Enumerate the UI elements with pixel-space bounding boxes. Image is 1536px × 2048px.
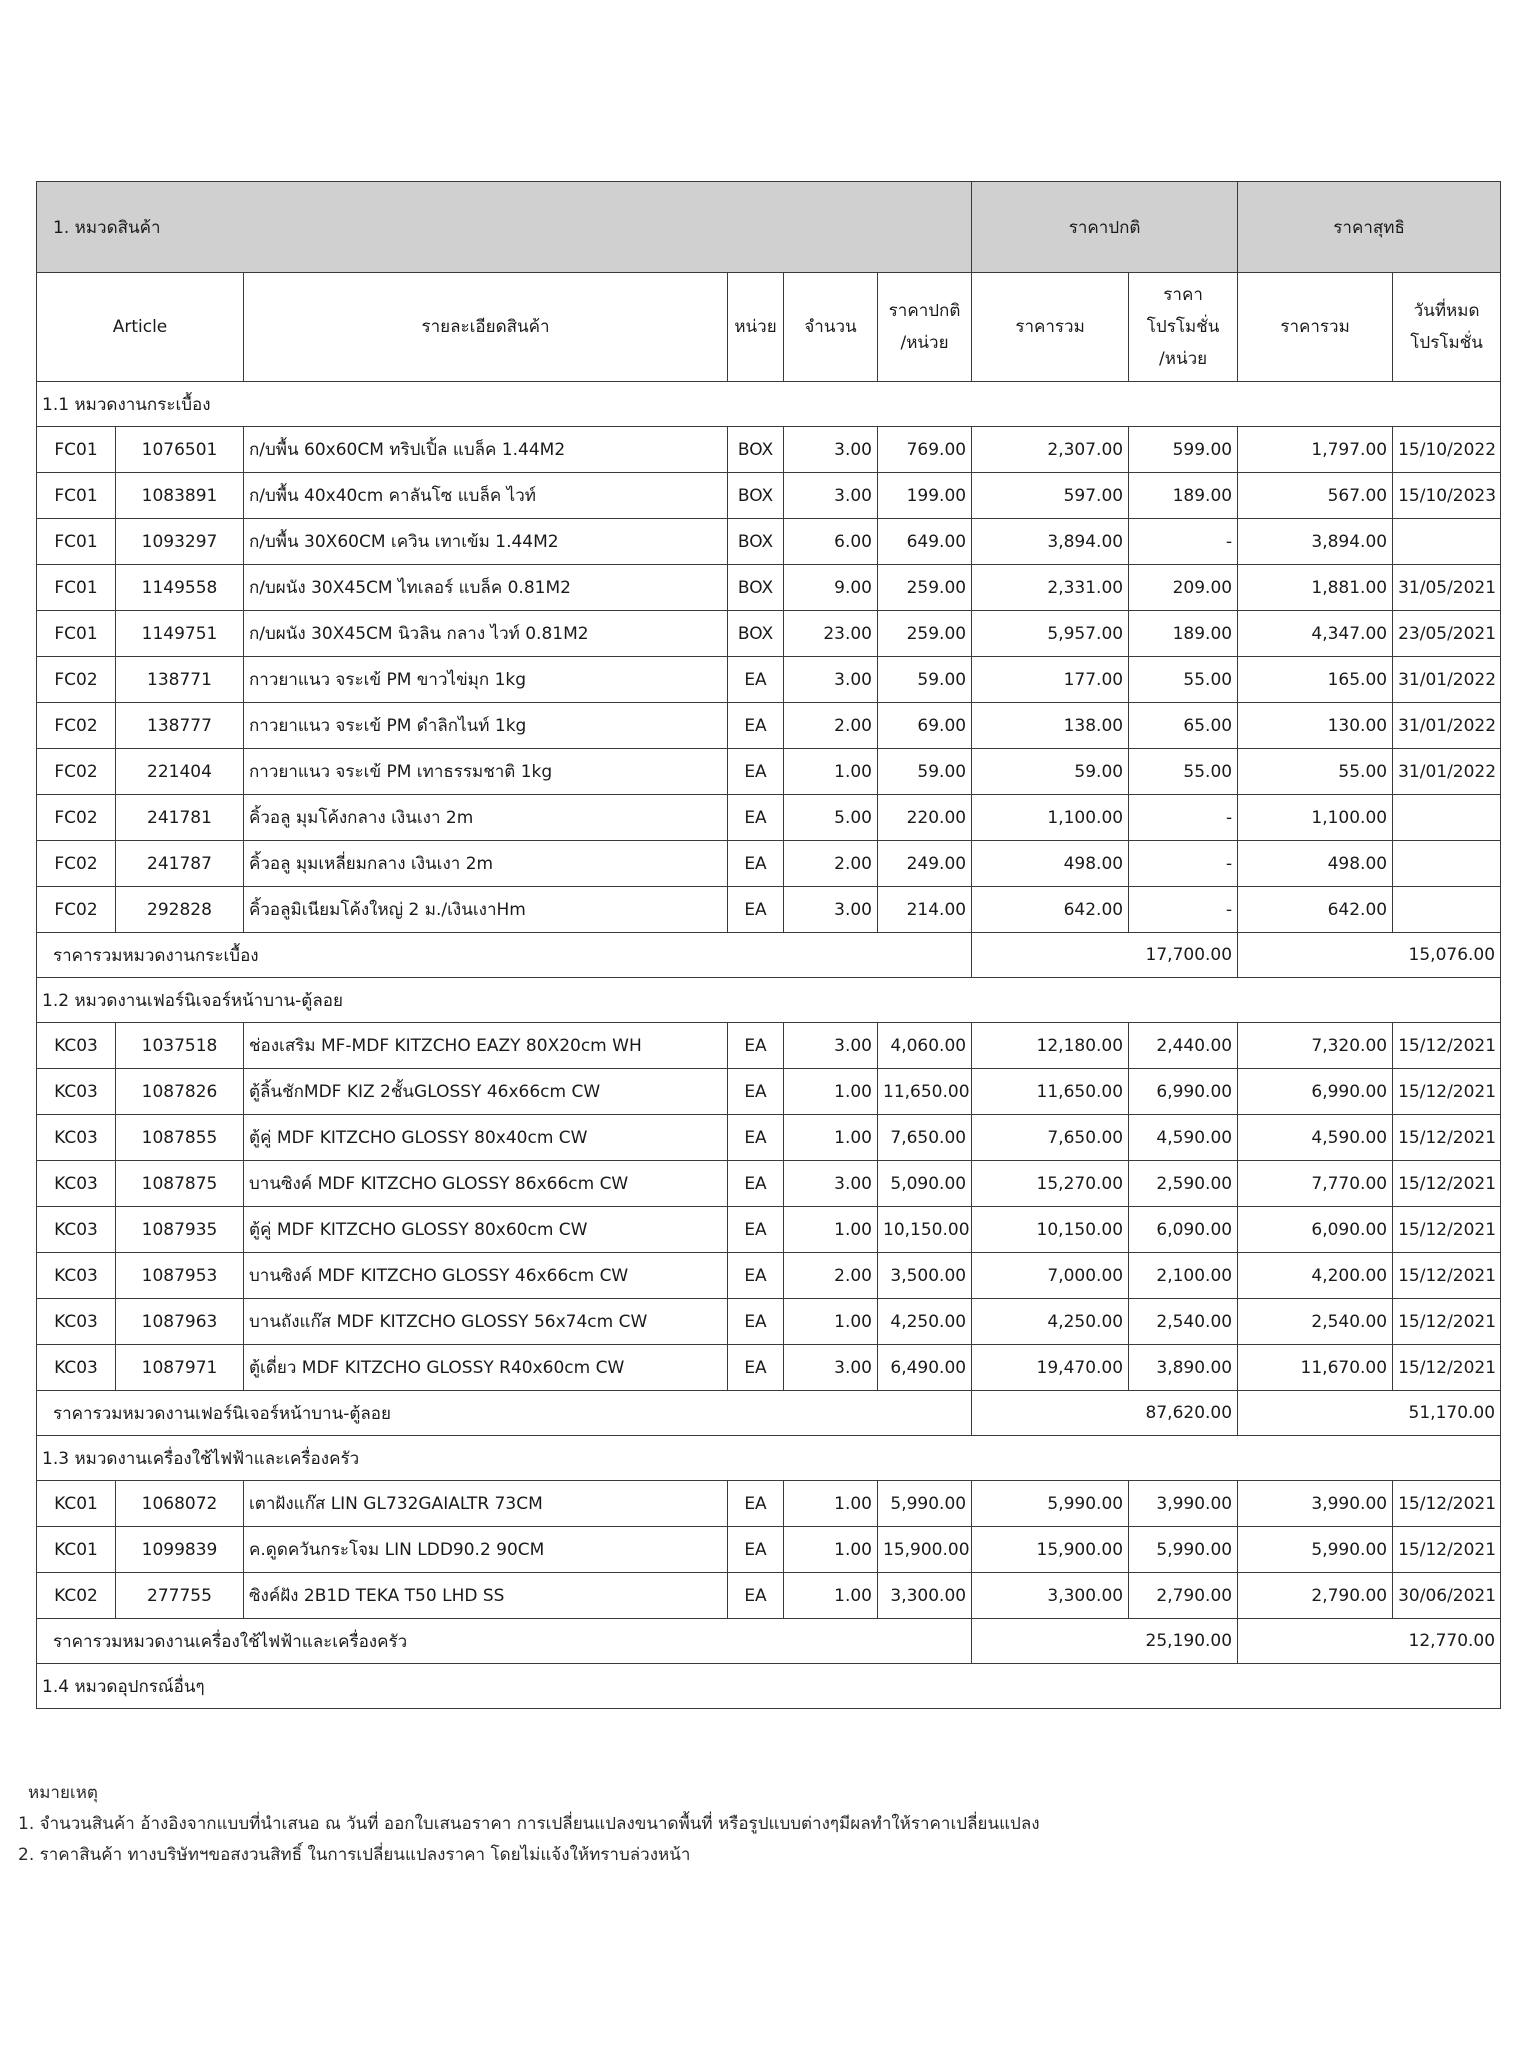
- row-description: บานซิงค์ MDF KITZCHO GLOSSY 86x66cm CW: [244, 1161, 728, 1207]
- row-cat: FC01: [37, 473, 116, 519]
- row-article: 1093297: [116, 519, 244, 565]
- row-article: 277755: [116, 1573, 244, 1619]
- row-description: เตาฝังแก๊ส LIN GL732GAIALTR 73CM: [244, 1481, 728, 1527]
- col-article: Article: [37, 273, 244, 382]
- row-qty: 1.00: [784, 1299, 878, 1345]
- notes-block: [18, 1778, 1040, 1871]
- row-net-total: 6,090.00: [1238, 1207, 1393, 1253]
- row-qty: 2.00: [784, 1253, 878, 1299]
- table-row: [37, 1115, 1501, 1161]
- row-expiry: 31/01/2022: [1393, 703, 1501, 749]
- row-expiry: [1393, 519, 1501, 565]
- col-promo-l3: /หน่วย: [1159, 349, 1208, 369]
- row-unit-price: 214.00: [878, 887, 972, 933]
- row-total: 15,900.00: [972, 1527, 1129, 1573]
- row-total: 7,650.00: [972, 1115, 1129, 1161]
- row-net-total: 1,797.00: [1238, 427, 1393, 473]
- row-cat: FC02: [37, 795, 116, 841]
- row-qty: 23.00: [784, 611, 878, 657]
- row-description: กาวยาแนว จระเข้ PM ขาวไข่มุก 1kg: [244, 657, 728, 703]
- row-qty: 3.00: [784, 473, 878, 519]
- row-promo-price: 65.00: [1129, 703, 1238, 749]
- row-qty: 1.00: [784, 1573, 878, 1619]
- row-cat: KC03: [37, 1023, 116, 1069]
- col-qty: จำนวน: [784, 273, 878, 382]
- col-expiry: [1393, 273, 1501, 382]
- row-total: 15,270.00: [972, 1161, 1129, 1207]
- row-net-total: 567.00: [1238, 473, 1393, 519]
- row-promo-price: 2,100.00: [1129, 1253, 1238, 1299]
- row-total: 12,180.00: [972, 1023, 1129, 1069]
- row-description: ก/บพื้น 40x40cm คาลันโซ แบล็ค ไวท์: [244, 473, 728, 519]
- row-expiry: 31/01/2022: [1393, 749, 1501, 795]
- row-cat: KC03: [37, 1345, 116, 1391]
- row-unit: BOX: [728, 427, 784, 473]
- row-expiry: 15/12/2021: [1393, 1069, 1501, 1115]
- col-unit-price-l1: ราคาปกติ: [888, 301, 961, 321]
- row-expiry: 15/12/2021: [1393, 1023, 1501, 1069]
- row-description: ก/บผนัง 30X45CM นิวลิน กลาง ไวท์ 0.81M2: [244, 611, 728, 657]
- row-article: 221404: [116, 749, 244, 795]
- row-description: ช่องเสริม MF-MDF KITZCHO EAZY 80X20cm WH: [244, 1023, 728, 1069]
- table-row: [37, 611, 1501, 657]
- col-promo-price: [1129, 273, 1238, 382]
- table-row: [37, 887, 1501, 933]
- subtotal-row: [37, 1619, 1501, 1664]
- note-item-1: 1. จำนวนสินค้า อ้างอิงจากแบบที่นำเสนอ ณ วันที่ ออกใบเสนอราคา การเปลี่ยนแปลงขนาดพื้นที่ หรือรูปแบบต่างๆมีผลทำให้ราคาเปลี่ยนแปลง: [18, 1814, 1040, 1834]
- net-price-group: ราคาสุทธิ: [1238, 182, 1501, 273]
- row-net-total: 4,590.00: [1238, 1115, 1393, 1161]
- row-total: 19,470.00: [972, 1345, 1129, 1391]
- row-cat: KC03: [37, 1115, 116, 1161]
- row-article: 138777: [116, 703, 244, 749]
- row-promo-price: -: [1129, 887, 1238, 933]
- row-net-total: 1,881.00: [1238, 565, 1393, 611]
- row-qty: 1.00: [784, 749, 878, 795]
- row-unit: EA: [728, 1253, 784, 1299]
- row-total: 5,990.00: [972, 1481, 1129, 1527]
- row-cat: FC02: [37, 749, 116, 795]
- row-total: 4,250.00: [972, 1299, 1129, 1345]
- row-cat: FC01: [37, 565, 116, 611]
- table-row: [37, 1299, 1501, 1345]
- subtotal-regular: 25,190.00: [972, 1619, 1238, 1664]
- row-total: 642.00: [972, 887, 1129, 933]
- section-title: 1.2 หมวดงานเฟอร์นิเจอร์หน้าบาน-ตู้ลอย: [37, 978, 1501, 1023]
- row-cat: KC03: [37, 1253, 116, 1299]
- section-title: 1.4 หมวดอุปกรณ์อื่นๆ: [37, 1664, 1501, 1709]
- row-unit: EA: [728, 1573, 784, 1619]
- row-expiry: 15/12/2021: [1393, 1253, 1501, 1299]
- row-expiry: [1393, 795, 1501, 841]
- row-total: 498.00: [972, 841, 1129, 887]
- row-promo-price: 2,590.00: [1129, 1161, 1238, 1207]
- row-expiry: 15/12/2021: [1393, 1207, 1501, 1253]
- row-promo-price: 3,990.00: [1129, 1481, 1238, 1527]
- row-description: ก/บพื้น 60x60CM ทริปเปิ้ล แบล็ค 1.44M2: [244, 427, 728, 473]
- notes-title: หมายเหตุ: [28, 1783, 98, 1803]
- row-description: กาวยาแนว จระเข้ PM ดำลิกไนท์ 1kg: [244, 703, 728, 749]
- row-cat: FC01: [37, 519, 116, 565]
- row-promo-price: -: [1129, 795, 1238, 841]
- row-unit: EA: [728, 887, 784, 933]
- row-expiry: 15/12/2021: [1393, 1161, 1501, 1207]
- row-unit-price: 11,650.00: [878, 1069, 972, 1115]
- table-row: [37, 749, 1501, 795]
- row-expiry: [1393, 887, 1501, 933]
- section-title: 1.3 หมวดงานเครื่องใช้ไฟฟ้าและเครื่องครัว: [37, 1436, 1501, 1481]
- row-unit-price: 769.00: [878, 427, 972, 473]
- row-description: ตู้คู่ MDF KITZCHO GLOSSY 80x60cm CW: [244, 1207, 728, 1253]
- row-unit: EA: [728, 1527, 784, 1573]
- row-cat: KC02: [37, 1573, 116, 1619]
- row-article: 1149558: [116, 565, 244, 611]
- row-net-total: 2,540.00: [1238, 1299, 1393, 1345]
- row-cat: FC02: [37, 703, 116, 749]
- row-cat: KC03: [37, 1161, 116, 1207]
- subtotal-label: ราคารวมหมวดงานเฟอร์นิเจอร์หน้าบาน-ตู้ลอย: [37, 1391, 972, 1436]
- row-unit: EA: [728, 1161, 784, 1207]
- row-net-total: 2,790.00: [1238, 1573, 1393, 1619]
- row-unit-price: 259.00: [878, 611, 972, 657]
- col-description: รายละเอียดสินค้า: [244, 273, 728, 382]
- row-unit-price: 5,990.00: [878, 1481, 972, 1527]
- row-cat: KC03: [37, 1207, 116, 1253]
- row-unit: EA: [728, 1023, 784, 1069]
- row-cat: KC01: [37, 1527, 116, 1573]
- row-net-total: 4,200.00: [1238, 1253, 1393, 1299]
- row-unit-price: 3,500.00: [878, 1253, 972, 1299]
- row-unit-price: 5,090.00: [878, 1161, 972, 1207]
- row-description: ก/บผนัง 30X45CM ไทเลอร์ แบล็ค 0.81M2: [244, 565, 728, 611]
- row-description: คิ้วอลู มุมเหลี่ยมกลาง เงินเงา 2m: [244, 841, 728, 887]
- subtotal-row: [37, 1391, 1501, 1436]
- row-description: ตู้คู่ MDF KITZCHO GLOSSY 80x40cm CW: [244, 1115, 728, 1161]
- section-title-row: [37, 1664, 1501, 1709]
- table-row: [37, 427, 1501, 473]
- row-net-total: 165.00: [1238, 657, 1393, 703]
- row-expiry: 23/05/2021: [1393, 611, 1501, 657]
- row-net-total: 11,670.00: [1238, 1345, 1393, 1391]
- row-expiry: 15/12/2021: [1393, 1527, 1501, 1573]
- row-net-total: 5,990.00: [1238, 1527, 1393, 1573]
- subtotal-net: 51,170.00: [1238, 1391, 1501, 1436]
- row-article: 1087953: [116, 1253, 244, 1299]
- row-net-total: 7,320.00: [1238, 1023, 1393, 1069]
- table-row: [37, 473, 1501, 519]
- row-qty: 2.00: [784, 703, 878, 749]
- col-net-total: ราคารวม: [1238, 273, 1393, 382]
- row-expiry: 15/12/2021: [1393, 1115, 1501, 1161]
- row-unit-price: 259.00: [878, 565, 972, 611]
- row-promo-price: 4,590.00: [1129, 1115, 1238, 1161]
- row-description: คิ้วอลูมิเนียมโค้งใหญ่ 2 ม./เงินเงาHm: [244, 887, 728, 933]
- table-row: [37, 1573, 1501, 1619]
- row-unit-price: 59.00: [878, 657, 972, 703]
- row-net-total: 3,990.00: [1238, 1481, 1393, 1527]
- row-unit: EA: [728, 1299, 784, 1345]
- col-promo-l2: โปรโมชั่น: [1146, 317, 1220, 337]
- subtotal-row: [37, 933, 1501, 978]
- row-article: 241781: [116, 795, 244, 841]
- row-unit: BOX: [728, 519, 784, 565]
- row-article: 241787: [116, 841, 244, 887]
- col-expiry-l2: โปรโมชั่น: [1410, 333, 1483, 353]
- row-unit: BOX: [728, 611, 784, 657]
- row-unit-price: 3,300.00: [878, 1573, 972, 1619]
- table-row: [37, 565, 1501, 611]
- row-net-total: 7,770.00: [1238, 1161, 1393, 1207]
- row-promo-price: 6,090.00: [1129, 1207, 1238, 1253]
- row-cat: KC03: [37, 1069, 116, 1115]
- row-qty: 3.00: [784, 427, 878, 473]
- row-expiry: 31/05/2021: [1393, 565, 1501, 611]
- row-unit: BOX: [728, 473, 784, 519]
- row-net-total: 6,990.00: [1238, 1069, 1393, 1115]
- col-unit-price-l2: /หน่วย: [900, 333, 949, 353]
- row-expiry: 15/12/2021: [1393, 1481, 1501, 1527]
- row-expiry: [1393, 841, 1501, 887]
- table-row: [37, 1207, 1501, 1253]
- row-unit-price: 7,650.00: [878, 1115, 972, 1161]
- row-net-total: 642.00: [1238, 887, 1393, 933]
- row-unit: EA: [728, 1207, 784, 1253]
- group-header-row: [37, 182, 1501, 273]
- row-cat: FC02: [37, 841, 116, 887]
- row-description: กาวยาแนว จระเข้ PM เทาธรรมชาติ 1kg: [244, 749, 728, 795]
- row-description: ค.ดูดควันกระโจม LIN LDD90.2 90CM: [244, 1527, 728, 1573]
- table-row: [37, 1481, 1501, 1527]
- quotation-table: [36, 181, 1501, 1709]
- row-description: ตู้เดี่ยว MDF KITZCHO GLOSSY R40x60cm CW: [244, 1345, 728, 1391]
- row-unit-price: 4,060.00: [878, 1023, 972, 1069]
- row-qty: 1.00: [784, 1527, 878, 1573]
- row-article: 1087935: [116, 1207, 244, 1253]
- row-unit-price: 649.00: [878, 519, 972, 565]
- row-promo-price: 6,990.00: [1129, 1069, 1238, 1115]
- row-qty: 1.00: [784, 1115, 878, 1161]
- col-promo-l1: ราคา: [1163, 285, 1203, 305]
- subtotal-net: 15,076.00: [1238, 933, 1501, 978]
- row-expiry: 15/10/2023: [1393, 473, 1501, 519]
- row-description: คิ้วอลู มุมโค้งกลาง เงินเงา 2m: [244, 795, 728, 841]
- table-row: [37, 519, 1501, 565]
- table-row: [37, 1253, 1501, 1299]
- subtotal-net: 12,770.00: [1238, 1619, 1501, 1664]
- row-unit: EA: [728, 1345, 784, 1391]
- row-expiry: 15/12/2021: [1393, 1299, 1501, 1345]
- row-unit: EA: [728, 1481, 784, 1527]
- row-cat: FC02: [37, 887, 116, 933]
- row-unit-price: 199.00: [878, 473, 972, 519]
- row-qty: 3.00: [784, 1161, 878, 1207]
- row-expiry: 15/10/2022: [1393, 427, 1501, 473]
- subtotal-label: ราคารวมหมวดงานกระเบื้อง: [37, 933, 972, 978]
- row-promo-price: 55.00: [1129, 749, 1238, 795]
- regular-price-group: ราคาปกติ: [972, 182, 1238, 273]
- col-expiry-l1: วันที่หมด: [1413, 301, 1480, 321]
- row-unit-price: 4,250.00: [878, 1299, 972, 1345]
- row-unit-price: 69.00: [878, 703, 972, 749]
- row-qty: 3.00: [784, 1345, 878, 1391]
- table-row: [37, 1069, 1501, 1115]
- row-qty: 1.00: [784, 1069, 878, 1115]
- row-cat: FC01: [37, 427, 116, 473]
- row-net-total: 130.00: [1238, 703, 1393, 749]
- table-row: [37, 841, 1501, 887]
- row-total: 7,000.00: [972, 1253, 1129, 1299]
- table-row: [37, 1527, 1501, 1573]
- row-description: บานซิงค์ MDF KITZCHO GLOSSY 46x66cm CW: [244, 1253, 728, 1299]
- row-qty: 6.00: [784, 519, 878, 565]
- row-article: 1087971: [116, 1345, 244, 1391]
- row-total: 11,650.00: [972, 1069, 1129, 1115]
- column-header-row: [37, 273, 1501, 382]
- row-unit: EA: [728, 795, 784, 841]
- row-unit: EA: [728, 1069, 784, 1115]
- row-qty: 3.00: [784, 1023, 878, 1069]
- row-expiry: 30/06/2021: [1393, 1573, 1501, 1619]
- row-article: 1149751: [116, 611, 244, 657]
- section-title-row: [37, 382, 1501, 427]
- table-row: [37, 795, 1501, 841]
- row-promo-price: 2,540.00: [1129, 1299, 1238, 1345]
- section-title-row: [37, 1436, 1501, 1481]
- col-unit-price: [878, 273, 972, 382]
- row-promo-price: 599.00: [1129, 427, 1238, 473]
- row-description: ตู้ลิ้นชักMDF KIZ 2ชั้นGLOSSY 46x66cm CW: [244, 1069, 728, 1115]
- row-qty: 2.00: [784, 841, 878, 887]
- row-unit: EA: [728, 703, 784, 749]
- row-net-total: 3,894.00: [1238, 519, 1393, 565]
- row-article: 1083891: [116, 473, 244, 519]
- row-unit-price: 59.00: [878, 749, 972, 795]
- row-cat: FC02: [37, 657, 116, 703]
- row-expiry: 15/12/2021: [1393, 1345, 1501, 1391]
- row-description: ก/บพื้น 30X60CM เควิน เทาเข้ม 1.44M2: [244, 519, 728, 565]
- row-article: 1076501: [116, 427, 244, 473]
- col-unit: หน่วย: [728, 273, 784, 382]
- note-item-2: 2. ราคาสินค้า ทางบริษัทฯขอสงวนสิทธิ์ ในการเปลี่ยนแปลงราคา โดยไม่แจ้งให้ทราบล่วงหน้า: [18, 1845, 691, 1865]
- row-article: 1099839: [116, 1527, 244, 1573]
- row-article: 1068072: [116, 1481, 244, 1527]
- row-qty: 3.00: [784, 887, 878, 933]
- row-article: 1087875: [116, 1161, 244, 1207]
- row-qty: 1.00: [784, 1481, 878, 1527]
- row-total: 59.00: [972, 749, 1129, 795]
- subtotal-regular: 87,620.00: [972, 1391, 1238, 1436]
- row-promo-price: 3,890.00: [1129, 1345, 1238, 1391]
- row-total: 138.00: [972, 703, 1129, 749]
- row-promo-price: 2,790.00: [1129, 1573, 1238, 1619]
- row-total: 1,100.00: [972, 795, 1129, 841]
- table-row: [37, 1161, 1501, 1207]
- row-total: 177.00: [972, 657, 1129, 703]
- row-unit: EA: [728, 1115, 784, 1161]
- row-unit-price: 6,490.00: [878, 1345, 972, 1391]
- row-qty: 5.00: [784, 795, 878, 841]
- table-row: [37, 1345, 1501, 1391]
- row-promo-price: 2,440.00: [1129, 1023, 1238, 1069]
- row-unit-price: 15,900.00: [878, 1527, 972, 1573]
- row-article: 138771: [116, 657, 244, 703]
- row-total: 2,307.00: [972, 427, 1129, 473]
- row-net-total: 4,347.00: [1238, 611, 1393, 657]
- row-qty: 1.00: [784, 1207, 878, 1253]
- row-promo-price: 189.00: [1129, 473, 1238, 519]
- row-promo-price: 209.00: [1129, 565, 1238, 611]
- row-unit-price: 249.00: [878, 841, 972, 887]
- section-title: 1.1 หมวดงานกระเบื้อง: [37, 382, 1501, 427]
- row-promo-price: 5,990.00: [1129, 1527, 1238, 1573]
- row-net-total: 55.00: [1238, 749, 1393, 795]
- row-net-total: 1,100.00: [1238, 795, 1393, 841]
- row-unit: EA: [728, 657, 784, 703]
- row-description: บานถังแก๊ส MDF KITZCHO GLOSSY 56x74cm CW: [244, 1299, 728, 1345]
- section-title-row: [37, 978, 1501, 1023]
- row-total: 3,300.00: [972, 1573, 1129, 1619]
- table-row: [37, 657, 1501, 703]
- row-total: 2,331.00: [972, 565, 1129, 611]
- subtotal-regular: 17,700.00: [972, 933, 1238, 978]
- category-label: 1. หมวดสินค้า: [37, 182, 972, 273]
- row-unit-price: 10,150.00: [878, 1207, 972, 1253]
- row-article: 1087826: [116, 1069, 244, 1115]
- row-description: ซิงค์ฝัง 2B1D TEKA T50 LHD SS: [244, 1573, 728, 1619]
- row-unit-price: 220.00: [878, 795, 972, 841]
- row-total: 10,150.00: [972, 1207, 1129, 1253]
- row-expiry: 31/01/2022: [1393, 657, 1501, 703]
- table-row: [37, 1023, 1501, 1069]
- row-unit: BOX: [728, 565, 784, 611]
- row-cat: KC01: [37, 1481, 116, 1527]
- row-qty: 3.00: [784, 657, 878, 703]
- row-net-total: 498.00: [1238, 841, 1393, 887]
- row-promo-price: 55.00: [1129, 657, 1238, 703]
- subtotal-label: ราคารวมหมวดงานเครื่องใช้ไฟฟ้าและเครื่องครัว: [37, 1619, 972, 1664]
- row-total: 5,957.00: [972, 611, 1129, 657]
- row-total: 597.00: [972, 473, 1129, 519]
- row-promo-price: -: [1129, 519, 1238, 565]
- row-total: 3,894.00: [972, 519, 1129, 565]
- col-total: ราคารวม: [972, 273, 1129, 382]
- row-article: 1037518: [116, 1023, 244, 1069]
- row-article: 292828: [116, 887, 244, 933]
- row-unit: EA: [728, 841, 784, 887]
- row-cat: KC03: [37, 1299, 116, 1345]
- row-unit: EA: [728, 749, 784, 795]
- row-cat: FC01: [37, 611, 116, 657]
- row-article: 1087855: [116, 1115, 244, 1161]
- table-row: [37, 703, 1501, 749]
- row-promo-price: -: [1129, 841, 1238, 887]
- row-qty: 9.00: [784, 565, 878, 611]
- row-promo-price: 189.00: [1129, 611, 1238, 657]
- row-article: 1087963: [116, 1299, 244, 1345]
